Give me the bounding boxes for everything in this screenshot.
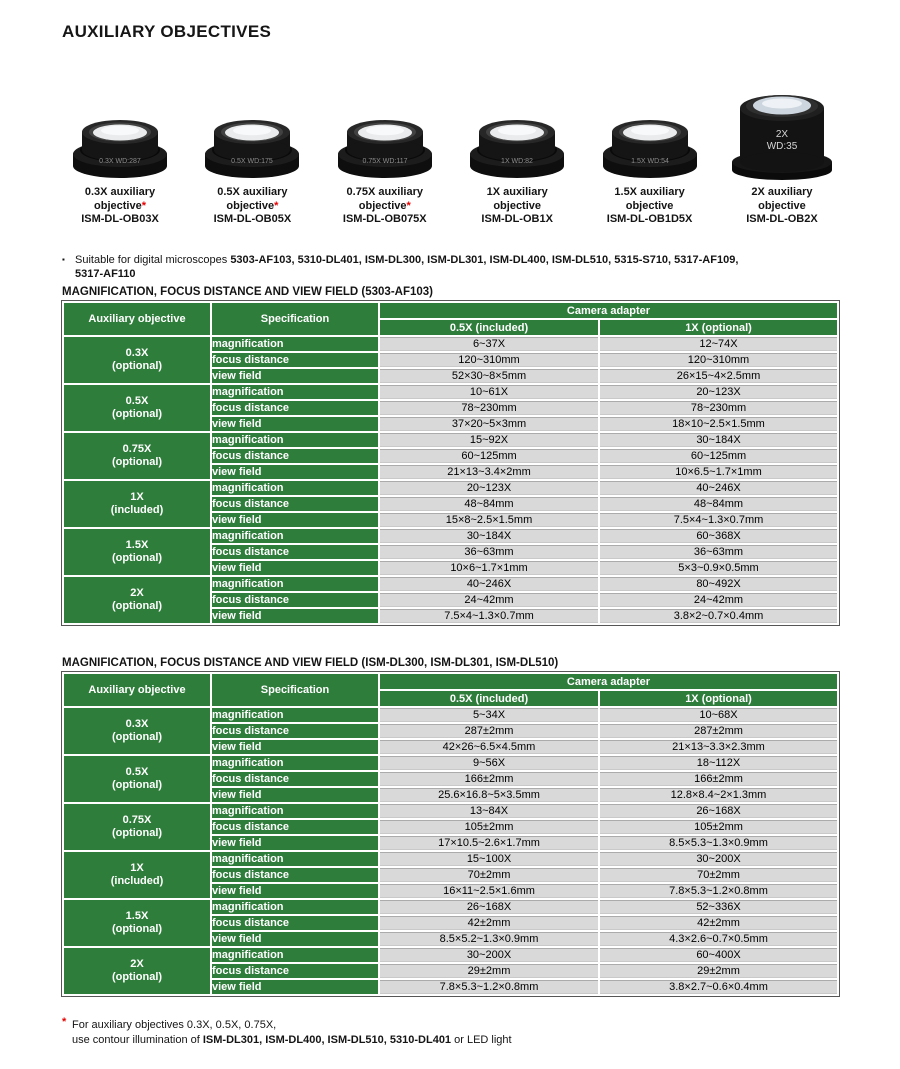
header-camera-adapter: Camera adapter (380, 303, 837, 318)
aux-objective-availability: (optional) (111, 923, 163, 935)
value-cell-adapter-1x: 52~336X (600, 900, 837, 914)
value-cell-adapter-1x: 24~42mm (600, 593, 837, 607)
spec-label-cell: focus distance (212, 497, 378, 511)
spec-label-cell: focus distance (212, 593, 378, 607)
aux-objective-availability: (optional) (111, 408, 163, 420)
aux-objective-cell (64, 900, 210, 946)
value-cell-adapter-05x: 48~84mm (380, 497, 598, 511)
spec-label-cell: view field (212, 609, 378, 623)
svg-text:0.75X WD:117: 0.75X WD:117 (362, 158, 408, 165)
aux-objective-cell (64, 756, 210, 802)
objective-image (718, 84, 846, 182)
product-ISM-DL-OB1D5X (586, 84, 714, 227)
value-cell-adapter-05x: 30~184X (380, 529, 598, 543)
value-cell-adapter-1x: 78~230mm (600, 401, 837, 415)
value-cell-adapter-1x: 3.8×2~0.7×0.4mm (600, 609, 837, 623)
spec-label-cell: view field (212, 932, 378, 946)
aux-objective-name: 1X (130, 862, 144, 874)
product-name-line1: 1.5X auxiliary (614, 186, 685, 198)
spec-label-cell: focus distance (212, 401, 378, 415)
product-label (188, 186, 316, 227)
spec-label-cell: focus distance (212, 772, 378, 786)
spec-label-cell: magnification (212, 852, 378, 866)
page-title: AUXILIARY OBJECTIVES (62, 22, 272, 41)
value-cell-adapter-05x: 7.8×5.3~1.2×0.8mm (380, 980, 598, 994)
value-cell-adapter-1x: 10×6.5~1.7×1mm (600, 465, 837, 479)
value-cell-adapter-1x: 10~68X (600, 708, 837, 722)
product-name-line2: objective (758, 199, 806, 212)
aux-objective-availability: (optional) (111, 827, 163, 839)
spec-label-cell: focus distance (212, 868, 378, 882)
spec-label-cell: view field (212, 369, 378, 383)
spec-label-cell: magnification (212, 481, 378, 495)
spec-label-cell: magnification (212, 433, 378, 447)
footnote-line1: For auxiliary objectives 0.3X, 0.5X, 0.75X, (72, 1019, 277, 1031)
spec-label-cell: view field (212, 836, 378, 850)
value-cell-adapter-1x: 40~246X (600, 481, 837, 495)
product-name-line2: objective (625, 199, 674, 212)
value-cell-adapter-1x: 70±2mm (600, 868, 837, 882)
value-cell-adapter-1x: 36~63mm (600, 545, 837, 559)
value-cell-adapter-05x: 29±2mm (380, 964, 598, 978)
aux-objective-cell (64, 948, 210, 994)
table2-title: MAGNIFICATION, FOCUS DISTANCE AND VIEW FIELD (ISM-DL300, ISM-DL301, ISM-DL510) (62, 657, 559, 669)
spec-label-cell: focus distance (212, 916, 378, 930)
header-specification: Specification (212, 674, 378, 706)
spec-label-cell: magnification (212, 577, 378, 591)
aux-objective-availability: (optional) (111, 552, 163, 564)
value-cell-adapter-05x: 7.5×4~1.3×0.7mm (380, 609, 598, 623)
product-name-line1: 0.75X auxiliary (346, 186, 423, 198)
red-star: * (141, 199, 146, 212)
spec-label-cell: magnification (212, 948, 378, 962)
aux-objective-cell (64, 708, 210, 754)
value-cell-adapter-05x: 8.5×5.2~1.3×0.9mm (380, 932, 598, 946)
footnote-line2-prefix: use contour illumination of (72, 1034, 203, 1046)
value-cell-adapter-1x: 42±2mm (600, 916, 837, 930)
spec-label-cell: view field (212, 513, 378, 527)
aux-objective-name: 0.3X (125, 347, 149, 359)
value-cell-adapter-1x: 26×15~4×2.5mm (600, 369, 837, 383)
footnote (62, 1018, 512, 1048)
aux-objective-name: 1.5X (125, 539, 149, 551)
aux-objective-availability: (optional) (111, 779, 163, 791)
spec-label-cell: focus distance (212, 964, 378, 978)
aux-objective-cell (64, 577, 210, 623)
product-ISM-DL-OB03X (56, 84, 184, 227)
spec-label-cell: focus distance (212, 449, 378, 463)
objective-image (586, 84, 714, 182)
value-cell-adapter-05x: 42±2mm (380, 916, 598, 930)
aux-objective-cell (64, 529, 210, 575)
footnote-line2-models: ISM-DL301, ISM-DL400, ISM-DL510, 5310-DL401 (202, 1034, 452, 1046)
spec-label-cell: focus distance (212, 724, 378, 738)
objective-image (188, 84, 316, 182)
value-cell-adapter-05x: 52×30~8×5mm (380, 369, 598, 383)
header-auxiliary-objective: Auxiliary objective (64, 303, 210, 335)
value-cell-adapter-1x: 4.3×2.6~0.7×0.5mm (600, 932, 837, 946)
spec-label-cell: magnification (212, 756, 378, 770)
product-ISM-DL-OB075X (321, 84, 449, 227)
value-cell-adapter-05x: 36~63mm (380, 545, 598, 559)
objective-image (56, 84, 184, 182)
spec-label-cell: focus distance (212, 545, 378, 559)
svg-text:2X: 2X (775, 129, 789, 140)
value-cell-adapter-1x: 105±2mm (600, 820, 837, 834)
value-cell-adapter-05x: 40~246X (380, 577, 598, 591)
spec-label-cell: view field (212, 561, 378, 575)
value-cell-adapter-05x: 30~200X (380, 948, 598, 962)
aux-objective-availability: (optional) (111, 731, 163, 743)
spec-label-cell: magnification (212, 900, 378, 914)
svg-text:WD:35: WD:35 (766, 141, 798, 152)
value-cell-adapter-05x: 15~100X (380, 852, 598, 866)
svg-text:1.5X WD:54: 1.5X WD:54 (630, 158, 669, 165)
aux-objective-availability: (included) (110, 504, 164, 516)
value-cell-adapter-05x: 9~56X (380, 756, 598, 770)
value-cell-adapter-1x: 20~123X (600, 385, 837, 399)
objective-image (321, 84, 449, 182)
value-cell-adapter-05x: 10~61X (380, 385, 598, 399)
spec-label-cell: magnification (212, 337, 378, 351)
spec-label-cell: view field (212, 788, 378, 802)
aux-objective-cell (64, 852, 210, 898)
value-cell-adapter-05x: 20~123X (380, 481, 598, 495)
value-cell-adapter-1x: 5×3~0.9×0.5mm (600, 561, 837, 575)
product-model: ISM-DL-OB2X (746, 213, 818, 225)
note-prefix: Suitable for digital microscopes (75, 254, 228, 266)
value-cell-adapter-05x: 15×8~2.5×1.5mm (380, 513, 598, 527)
spec-label-cell: magnification (212, 385, 378, 399)
spec-label-cell: view field (212, 417, 378, 431)
objective-photo (70, 102, 170, 182)
product-name-line2: objective (226, 199, 275, 212)
header-adapter-1x: 1X (optional) (600, 691, 837, 706)
aux-objective-name: 2X (130, 958, 144, 970)
value-cell-adapter-05x: 16×11~2.5×1.6mm (380, 884, 598, 898)
objective-photo (202, 102, 302, 182)
product-name-line2: objective (358, 199, 407, 212)
header-specification: Specification (212, 303, 378, 335)
spec-label-cell: magnification (212, 708, 378, 722)
aux-objective-name: 0.3X (125, 718, 149, 730)
header-adapter-1x: 1X (optional) (600, 320, 837, 335)
product-label (321, 186, 449, 227)
value-cell-adapter-05x: 25.6×16.8~5×3.5mm (380, 788, 598, 802)
value-cell-adapter-05x: 26~168X (380, 900, 598, 914)
value-cell-adapter-1x: 60~400X (600, 948, 837, 962)
spec-label-cell: focus distance (212, 353, 378, 367)
value-cell-adapter-1x: 120~310mm (600, 353, 837, 367)
product-ISM-DL-OB1X (453, 84, 581, 227)
product-label (56, 186, 184, 227)
product-row (56, 84, 846, 227)
value-cell-adapter-1x: 18×10~2.5×1.5mm (600, 417, 837, 431)
value-cell-adapter-05x: 5~34X (380, 708, 598, 722)
value-cell-adapter-05x: 24~42mm (380, 593, 598, 607)
product-name-line1: 0.5X auxiliary (217, 186, 288, 198)
value-cell-adapter-1x: 166±2mm (600, 772, 837, 786)
aux-objective-name: 2X (130, 587, 144, 599)
footnote-line2-suffix: or LED light (451, 1034, 512, 1046)
objective-photo (729, 86, 835, 182)
spec-label-cell: view field (212, 465, 378, 479)
svg-text:1X WD:82: 1X WD:82 (501, 158, 534, 165)
red-star: * (406, 199, 411, 212)
value-cell-adapter-05x: 60~125mm (380, 449, 598, 463)
aux-objective-name: 0.5X (125, 395, 149, 407)
value-cell-adapter-1x: 21×13~3.3×2.3mm (600, 740, 837, 754)
value-cell-adapter-1x: 60~368X (600, 529, 837, 543)
spec-label-cell: view field (212, 884, 378, 898)
value-cell-adapter-1x: 8.5×5.3~1.3×0.9mm (600, 836, 837, 850)
table1-title: MAGNIFICATION, FOCUS DISTANCE AND VIEW FIELD (5303-AF103) (62, 286, 434, 298)
objective-image (453, 84, 581, 182)
product-label (586, 186, 714, 227)
value-cell-adapter-05x: 37×20~5×3mm (380, 417, 598, 431)
spec-table-ism-dl (61, 671, 840, 997)
value-cell-adapter-05x: 166±2mm (380, 772, 598, 786)
product-ISM-DL-OB05X (188, 84, 316, 227)
svg-text:0.3X WD:287: 0.3X WD:287 (99, 158, 141, 165)
aux-objective-cell (64, 481, 210, 527)
product-name-line2: objective (493, 199, 542, 212)
note-models: 5303-AF103, 5310-DL401, ISM-DL300, ISM-DL301, ISM-DL400, ISM-DL510, 5315-S710, 5317-AF109, 5317-AF110 (75, 254, 739, 280)
product-model: ISM-DL-OB075X (342, 213, 427, 225)
footnote-star: * (62, 1016, 67, 1028)
value-cell-adapter-1x: 7.5×4~1.3×0.7mm (600, 513, 837, 527)
value-cell-adapter-1x: 60~125mm (600, 449, 837, 463)
value-cell-adapter-1x: 26~168X (600, 804, 837, 818)
aux-objective-availability: (optional) (111, 971, 163, 983)
value-cell-adapter-05x: 120~310mm (380, 353, 598, 367)
compatibility-note (62, 253, 767, 281)
value-cell-adapter-1x: 7.8×5.3~1.2×0.8mm (600, 884, 837, 898)
value-cell-adapter-05x: 13~84X (380, 804, 598, 818)
spec-label-cell: focus distance (212, 820, 378, 834)
aux-objective-name: 1.5X (125, 910, 149, 922)
aux-objective-availability: (optional) (111, 360, 163, 372)
value-cell-adapter-1x: 3.8×2.7~0.6×0.4mm (600, 980, 837, 994)
value-cell-adapter-05x: 15~92X (380, 433, 598, 447)
aux-objective-name: 1X (130, 491, 144, 503)
value-cell-adapter-05x: 42×26~6.5×4.5mm (380, 740, 598, 754)
value-cell-adapter-1x: 30~184X (600, 433, 837, 447)
aux-objective-availability: (optional) (111, 456, 163, 468)
product-name-line1: 0.3X auxiliary (84, 186, 156, 198)
aux-objective-name: 0.75X (122, 443, 152, 455)
spec-label-cell: view field (212, 740, 378, 754)
value-cell-adapter-05x: 10×6~1.7×1mm (380, 561, 598, 575)
header-auxiliary-objective: Auxiliary objective (64, 674, 210, 706)
aux-objective-name: 0.5X (125, 766, 149, 778)
product-model: ISM-DL-OB03X (81, 213, 159, 225)
aux-objective-availability: (included) (110, 875, 164, 887)
product-name-line1: 1X auxiliary (486, 186, 548, 198)
value-cell-adapter-05x: 17×10.5~2.6×1.7mm (380, 836, 598, 850)
aux-objective-cell (64, 433, 210, 479)
aux-objective-cell (64, 385, 210, 431)
aux-objective-cell (64, 804, 210, 850)
header-adapter-05x: 0.5X (included) (380, 691, 598, 706)
value-cell-adapter-1x: 80~492X (600, 577, 837, 591)
spec-label-cell: magnification (212, 804, 378, 818)
objective-photo (467, 102, 567, 182)
header-adapter-05x: 0.5X (included) (380, 320, 598, 335)
objective-photo (600, 102, 700, 182)
product-model: ISM-DL-OB1D5X (606, 213, 693, 225)
value-cell-adapter-1x: 12~74X (600, 337, 837, 351)
value-cell-adapter-05x: 70±2mm (380, 868, 598, 882)
value-cell-adapter-1x: 29±2mm (600, 964, 837, 978)
value-cell-adapter-1x: 30~200X (600, 852, 837, 866)
aux-objective-cell (64, 337, 210, 383)
aux-objective-availability: (optional) (111, 600, 163, 612)
value-cell-adapter-1x: 18~112X (600, 756, 837, 770)
bullet-icon: ▪ (62, 255, 65, 264)
product-name-line1: 2X auxiliary (751, 186, 813, 198)
value-cell-adapter-05x: 21×13~3.4×2mm (380, 465, 598, 479)
spec-label-cell: view field (212, 980, 378, 994)
product-name-line2: objective (94, 199, 142, 212)
spec-label-cell: magnification (212, 529, 378, 543)
value-cell-adapter-1x: 287±2mm (600, 724, 837, 738)
value-cell-adapter-05x: 105±2mm (380, 820, 598, 834)
product-label (453, 186, 581, 227)
value-cell-adapter-05x: 287±2mm (380, 724, 598, 738)
product-model: ISM-DL-OB1X (481, 213, 553, 225)
product-label (718, 186, 846, 227)
svg-text:0.5X WD:175: 0.5X WD:175 (231, 158, 274, 165)
value-cell-adapter-05x: 78~230mm (380, 401, 598, 415)
value-cell-adapter-1x: 48~84mm (600, 497, 837, 511)
red-star: * (274, 199, 279, 212)
product-ISM-DL-OB2X (718, 84, 846, 227)
value-cell-adapter-1x: 12.8×8.4~2×1.3mm (600, 788, 837, 802)
product-model: ISM-DL-OB05X (213, 213, 292, 225)
objective-photo (335, 102, 435, 182)
value-cell-adapter-05x: 6~37X (380, 337, 598, 351)
header-camera-adapter: Camera adapter (380, 674, 837, 689)
spec-table-5303-af103 (61, 300, 840, 626)
aux-objective-name: 0.75X (122, 814, 152, 826)
